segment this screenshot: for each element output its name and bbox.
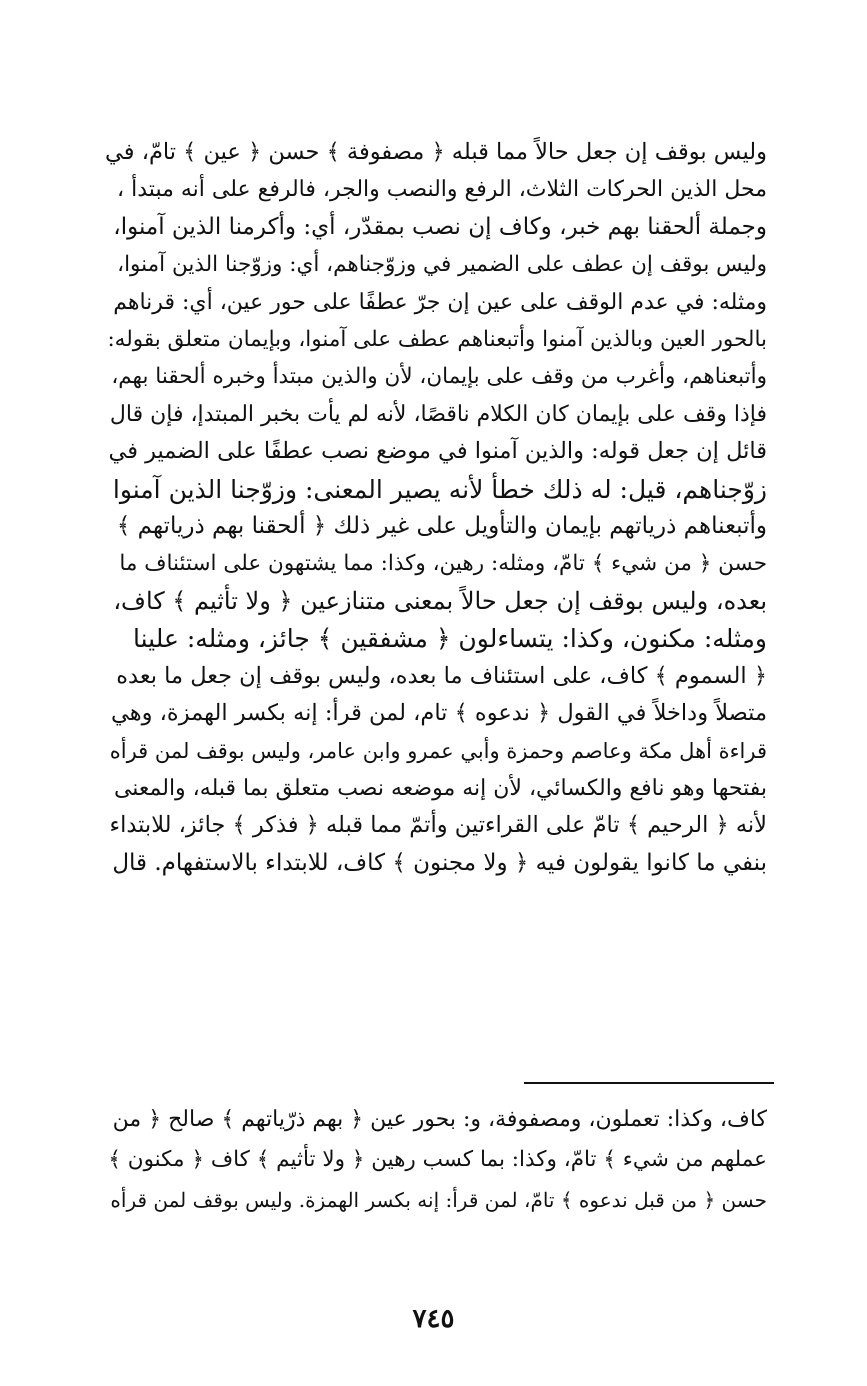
text-line: بعده، وليس بوقف إن جعل حالاً بمعنى متنازعين ﴿ ولا تأثيم ﴾ كاف، [113, 586, 767, 615]
page-number: ٧٤٥ [412, 1304, 455, 1334]
text-line: ومثله: في عدم الوقف على عين إن جرّ عطفًا على حور عين، أي: قرناهم [113, 289, 767, 315]
footnote-separator [524, 1082, 774, 1084]
text-line: بفتحها وهو نافع والكسائي، لأن إنه موضعه نصب متعلق بما قبله، والمعنى [113, 775, 767, 801]
footnote-line: كاف، وكذا: تعملون، ومصفوفة، و: بحور عين ﴿ بهم ذرّياتهم ﴾ صالح ﴿ من [112, 1107, 767, 1132]
footnote-text [105, 1100, 767, 1220]
text-line: لأنه ﴿ الرحيم ﴾ تامّ على القراءتين وأتمّ مما قبله ﴿ فذكر ﴾ جائز، للابتداء [109, 812, 767, 839]
text-line: حسن ﴿ من شيء ﴾ تامّ، ومثله: رهين، وكذا: مما يشتهون على استئناف ما [119, 551, 767, 577]
text-line: وليس بوقف إن عطف على الضمير في وزوّجناهم، أي: وزوّجنا الذين آمنوا، [117, 252, 767, 278]
text-line: ﴿ السموم ﴾ كاف، على استئناف ما بعده، وليس بوقف إن جعل ما بعده [116, 662, 767, 689]
text-line: قراءة أهل مكة وعاصم وحمزة وأبي عمرو وابن عامر، وليس بوقف لمن قرأه [109, 738, 767, 763]
text-line: محل الذين الحركات الثلاث، الرفع والنصب والجر، فالرفع على أنه مبتدأ ، [117, 177, 767, 203]
text-line: بنفي ما كانوا يقولون فيه ﴿ ولا مجنون ﴾ كاف، للابتداء بالاستفهام. قال [112, 849, 767, 876]
footnote-line: عملهم من شيء ﴾ تامّ، وكذا: بما كسب رهين ﴿ ولا تأثيم ﴾ كاف ﴿ مكنون ﴾ [108, 1147, 767, 1172]
text-line: وأتبعناهم، وأغرب من وقف على بإيمان، لأن والذين مبتدأ وخبره ألحقنا بهم، [111, 364, 767, 390]
text-line: وأتبعناهم ذرياتهم بإيمان والتأويل على غير ذلك ﴿ ألحقنا بهم ذرياتهم ﴾ [116, 513, 767, 540]
main-text [105, 134, 767, 882]
text-line: وليس بوقف إن جعل حالاً مما قبله ﴿ مصفوفة ﴾ حسن ﴿ عين ﴾ تامّ، في [105, 139, 767, 165]
text-line: ومثله: مكنون، وكذا: يتساءلون ﴿ مشفقين ﴾ جائز، ومثله: علينا [132, 624, 767, 654]
footnote-line: حسن ﴿ من قبل ندعوه ﴾ تامّ، لمن قرأ: إنه بكسر الهمزة. وليس بوقف لمن قرأه [110, 1188, 767, 1212]
text-line: فإذا وقف على بإيمان كان الكلام ناقصًا، لأنه لم يأت بخبر المبتدإ، فإن قال [109, 401, 767, 427]
text-line: بالحور العين وبالذين آمنوا وأتبعناهم عطف على آمنوا، وبإيمان متعلق بقوله: [107, 327, 767, 353]
text-line: متصلاً وداخلاً في القول ﴿ ندعوه ﴾ تام، لمن قرأ: إنه بكسر الهمزة، وهي [111, 700, 767, 727]
text-line: وجملة ألحقنا بهم خبر، وكاف إن نصب بمقدّر، أي: وأكرمنا الذين آمنوا، [113, 213, 767, 240]
text-line: زوّجناهم، قيل: له ذلك خطأ لأنه يصير المعنى: وزوّجنا الذين آمنوا [112, 474, 767, 504]
text-line: قائل إن جعل قوله: والذين آمنوا في موضع نصب عطفًا على الضمير في [108, 438, 767, 465]
